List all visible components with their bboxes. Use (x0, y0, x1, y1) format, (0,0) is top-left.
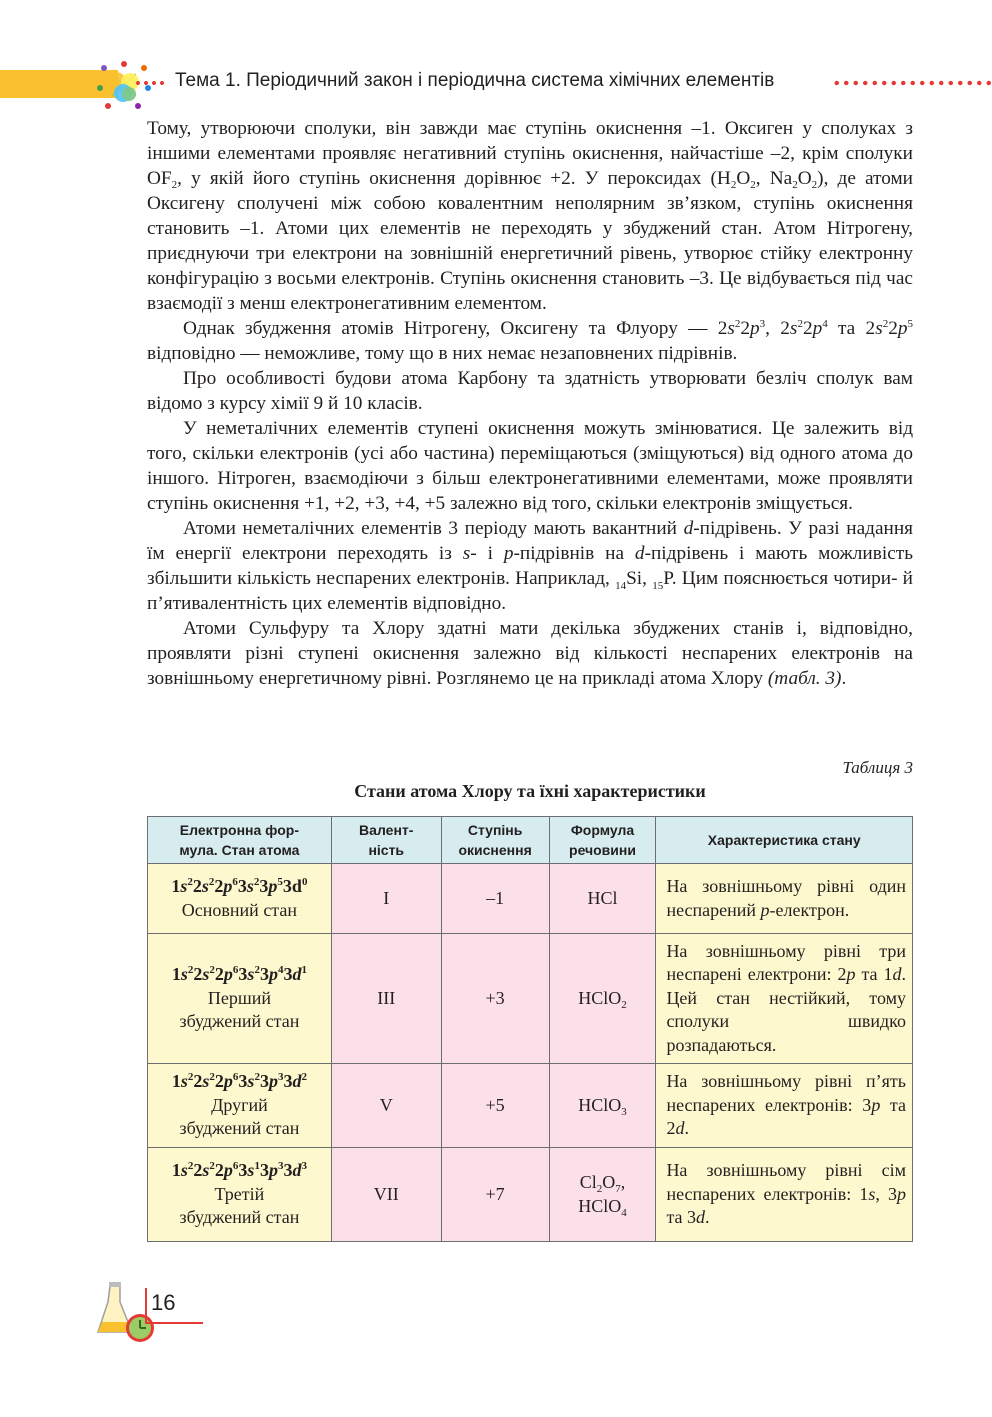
header-cell: Ступінь окиснення (441, 817, 549, 864)
electron-config-cell: $1s^22s^22p^63s^13p^33d^3$ Третій збуджений стан (148, 1148, 332, 1242)
header-cell: Формула речовини (549, 817, 656, 864)
header-title: Тема 1. Періодичний закон і періодична система хімічних елементів (175, 70, 775, 91)
page-number: 16 (151, 1290, 176, 1315)
footer-divider (147, 1322, 203, 1324)
paragraph: Атоми Сульфуру та Хлору здатні мати декілька збуджених станів і, відповідно, проявляти різні ступені окиснення залежно від кількості неспарених електронів на зовнішньому енергетичному рівні. Розглянемо це на прикладі атома Хлору (табл. 3). (147, 618, 913, 689)
table-row (148, 934, 913, 1064)
formula-cell: HClO$_2$ (549, 934, 656, 1064)
characteristic-cell: На зовнішньому рівні сім неспарених електронів: 1s, 3p та 3d. (656, 1148, 913, 1242)
header-cell: Валент- ність (331, 817, 441, 864)
table-row (148, 864, 913, 934)
electron-config-cell: $1s^22s^22p^63s^23p^43d^1$ Перший збуджений стан (148, 934, 332, 1064)
characteristic-cell: На зовнішньому рівні три неспарені електрони: 2p та 1d. Цей стан нестійкий, тому сполуки швидко розпадаються. (656, 934, 913, 1064)
formula-cell: HCl (549, 864, 656, 934)
molecule-dots-icon (96, 60, 152, 110)
table-row (148, 1064, 913, 1148)
characteristic-cell: На зовнішньому рівні п’ять неспарених електронів: 3p та 2d. (656, 1064, 913, 1148)
oxidation-cell: +5 (441, 1064, 549, 1148)
body-text (147, 116, 913, 691)
footer-divider-vertical (145, 1288, 147, 1324)
table-header-row (148, 817, 913, 864)
table-row (148, 1148, 913, 1242)
oxidation-cell: +7 (441, 1148, 549, 1242)
table-caption: Таблиця 3 (842, 758, 913, 777)
paragraph: Тому, утворюючи сполуки, він завжди має ступінь окиснення –1. Оксиген у сполуках з іншими елементами проявляє негативний ступінь окиснення, найчастіше –2, крім сполуки $OF_2$, у якій його ступінь окиснення дорівнює +2. У пероксидах ($H_2O_2$, $Na_2O_2$), де атоми Оксигену сполучені між собою ковалентним неполярним зв’язком, ступінь окиснення становить –1. Атоми цих елементів не переходять у збуджений стан. Атом Нітрогену, приєднуючи три електрони на зовнішній енергетичний рівень, утворює стійку електронну конфігурацію з восьми електронів. Ступінь окиснення становить –3. Це відбувається під час взаємодії з менш електронегативним елементом. (147, 118, 914, 314)
chlorine-states-table (147, 816, 913, 1242)
flask-clock-icon (96, 1282, 158, 1344)
paragraph: Атоми неметалічних елементів 3 періоду мають вакантний d-підрівень. У разі надання їм енергії електрони переходять із s- і p-підрівнів на d-підрівень і мають можливість збільшити кількість неспарених електронів. Наприклад, $_{14}$Si, $_{15}$P. Цим пояснюється чотири- й п’ятивалентність цих елементів відповідно. (147, 518, 914, 614)
header-dots-right (832, 80, 992, 86)
valence-cell: V (331, 1064, 441, 1148)
valence-cell: I (331, 864, 441, 934)
oxidation-cell: +3 (441, 934, 549, 1064)
paragraph: У неметалічних елементів ступені окиснення можуть змінюватися. Це залежить від того, скільки електронів (усі або частина) переміщаються (зміщуються) від одного атома до іншого. Нітроген, взаємодіючи з більш електронегативними елементами, може проявляти ступінь окиснення +1, +2, +3, +4, +5 залежно від того, скільки електронів зміщується. (147, 418, 913, 514)
valence-cell: VII (331, 1148, 441, 1242)
electron-config-cell: $1s^22s^22p^63s^23p^53d^0$ Основний стан (148, 864, 332, 934)
header-dots-left (134, 81, 168, 85)
paragraph: Однак збудження атомів Нітрогену, Оксигену та Флуору — $2s^22p^3$, $2s^22p^4$ та $2s^22p^5$ відповідно — неможливе, тому що в них немає незаповнених підрівнів. (147, 318, 913, 364)
table-title: Стани атома Хлору та їхні характеристики (354, 781, 706, 801)
paragraph: Про особливості будови атома Карбону та здатність утворювати безліч сполук вам відомо з курсу хімії 9 й 10 класів. (147, 368, 913, 414)
oxidation-cell: –1 (441, 864, 549, 934)
characteristic-cell: На зовнішньому рівні один неспарений p-електрон. (656, 864, 913, 934)
header-cell: Електронна фор- мула. Стан атома (148, 817, 332, 864)
electron-config-cell: $1s^22s^22p^63s^23p^33d^2$ Другий збуджений стан (148, 1064, 332, 1148)
valence-cell: III (331, 934, 441, 1064)
formula-cell: HClO$_3$ (549, 1064, 656, 1148)
header-cell: Характеристика стану (656, 817, 913, 864)
formula-cell: $Cl_2O_7$, HClO$_4$ (549, 1148, 656, 1242)
